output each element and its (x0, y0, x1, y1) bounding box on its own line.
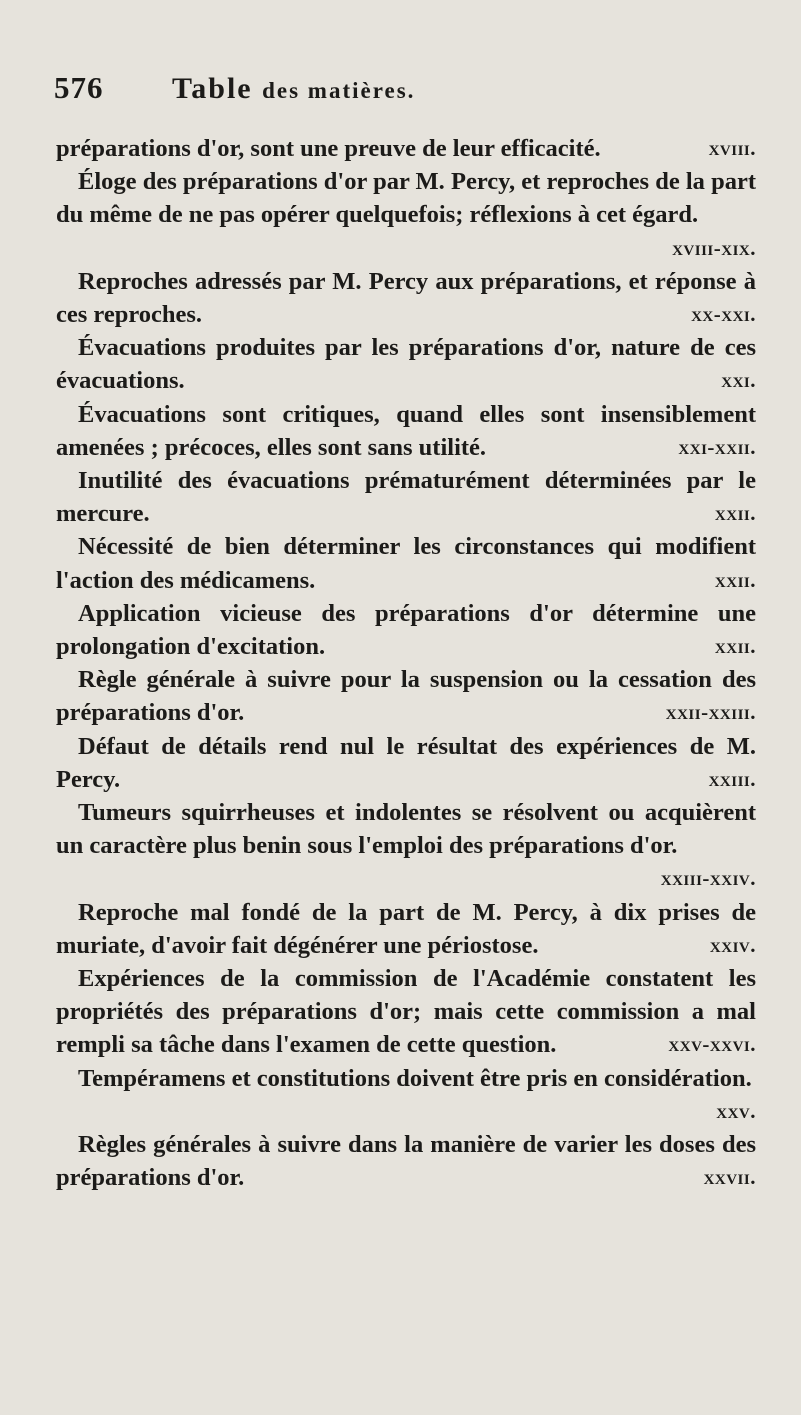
toc-entry-ref: xviii. (708, 136, 756, 160)
toc-entry (56, 331, 756, 397)
page-number: 576 (54, 70, 104, 105)
toc-entry-ref: xxiii-xxiv. (660, 866, 756, 891)
table-of-contents (56, 132, 756, 1195)
toc-entry (56, 730, 756, 796)
toc-entry (56, 896, 756, 962)
toc-entry (56, 398, 756, 464)
toc-entry-ref: xxi. (721, 368, 756, 393)
running-title (172, 72, 415, 106)
toc-entry-ref: xxv. (716, 1098, 756, 1123)
toc-entry (56, 265, 756, 331)
toc-entry-text: Inutilité des évacuations prématurément déterminées par le mercure. (56, 467, 756, 528)
toc-entry (56, 1128, 756, 1194)
toc-entry-text: Reproche mal fondé de la part de M. Percy, à dix prises de muriate, d'avoir fait dégénérer une périostose. (56, 898, 756, 959)
toc-entry-ref: xxiii. (708, 766, 756, 791)
toc-entry-text: Règles générales à suivre dans la manière de varier les doses des préparations d'or. (56, 1131, 756, 1192)
toc-entry-text: préparations d'or, sont une preuve de leur efficacité. (56, 135, 601, 162)
toc-entry (56, 796, 756, 896)
toc-entry (56, 1062, 756, 1128)
toc-entry-text: Éloge des préparations d'or par M. Percy, et reproches de la part du même de ne pas opérer quelquefois; réflexions à cet égard. (56, 168, 756, 229)
toc-entry-ref: xxii. (714, 634, 756, 659)
toc-entry-text: Règle générale à suivre pour la suspension ou la cessation des préparations d'or. (56, 666, 756, 727)
toc-entry-text: Évacuations sont critiques, quand elles sont insensiblement amenées ; précoces, elles sont sans utilité. (56, 400, 756, 461)
toc-entry-ref: xx-xxi. (691, 302, 756, 327)
toc-entry (56, 663, 756, 729)
toc-entry-ref: xxii. (714, 567, 756, 592)
toc-entry-text: Application vicieuse des préparations d'or détermine une prolongation d'excitation. (56, 599, 756, 661)
toc-entry-text: Évacuations produites par les préparations d'or, nature de ces évacuations. (56, 334, 756, 395)
toc-entry-text: Défaut de détails rend nul le résultat des expériences de M. Percy. (56, 732, 756, 793)
toc-entry (56, 132, 756, 165)
toc-entry (56, 962, 756, 1062)
toc-entry (56, 165, 756, 265)
toc-entry-text: Tempéramens et constitutions doivent être pris en considération. (78, 1064, 752, 1092)
toc-entry (56, 530, 756, 596)
toc-entry-text: Reproches adressés par M. Percy aux préparations, et réponse à ces reproches. (56, 267, 756, 329)
toc-entry (56, 597, 756, 663)
toc-entry-ref: xxii. (714, 501, 756, 526)
toc-entry-text: Tumeurs squirrheuses et indolentes se résolvent ou acquièrent un caractère plus benin sous l'emploi des préparations d'or. (56, 799, 756, 860)
toc-entry-ref: xxiv. (709, 932, 756, 957)
toc-entry-ref: xviii-xix. (672, 235, 756, 260)
page-header (56, 70, 757, 126)
running-title-rest: des matières. (262, 78, 416, 103)
toc-entry-ref: xxi-xxii. (678, 434, 756, 459)
toc-entry-ref: xxii-xxiii. (665, 700, 756, 725)
toc-entry-ref: xxvii. (703, 1165, 756, 1190)
toc-entry-text: Expériences de la commission de l'Académie constatent les propriétés des préparations d'or; mais cette commission a mal rempli sa tâche dans l'examen de cette question. (56, 965, 756, 1059)
toc-entry-ref: xxv-xxvi. (668, 1032, 756, 1057)
toc-entry-text: Nécessité de bien déterminer les circonstances qui modifient l'action des médicamens. (56, 533, 756, 594)
running-title-first: Table (172, 72, 263, 105)
toc-entry (56, 464, 756, 530)
